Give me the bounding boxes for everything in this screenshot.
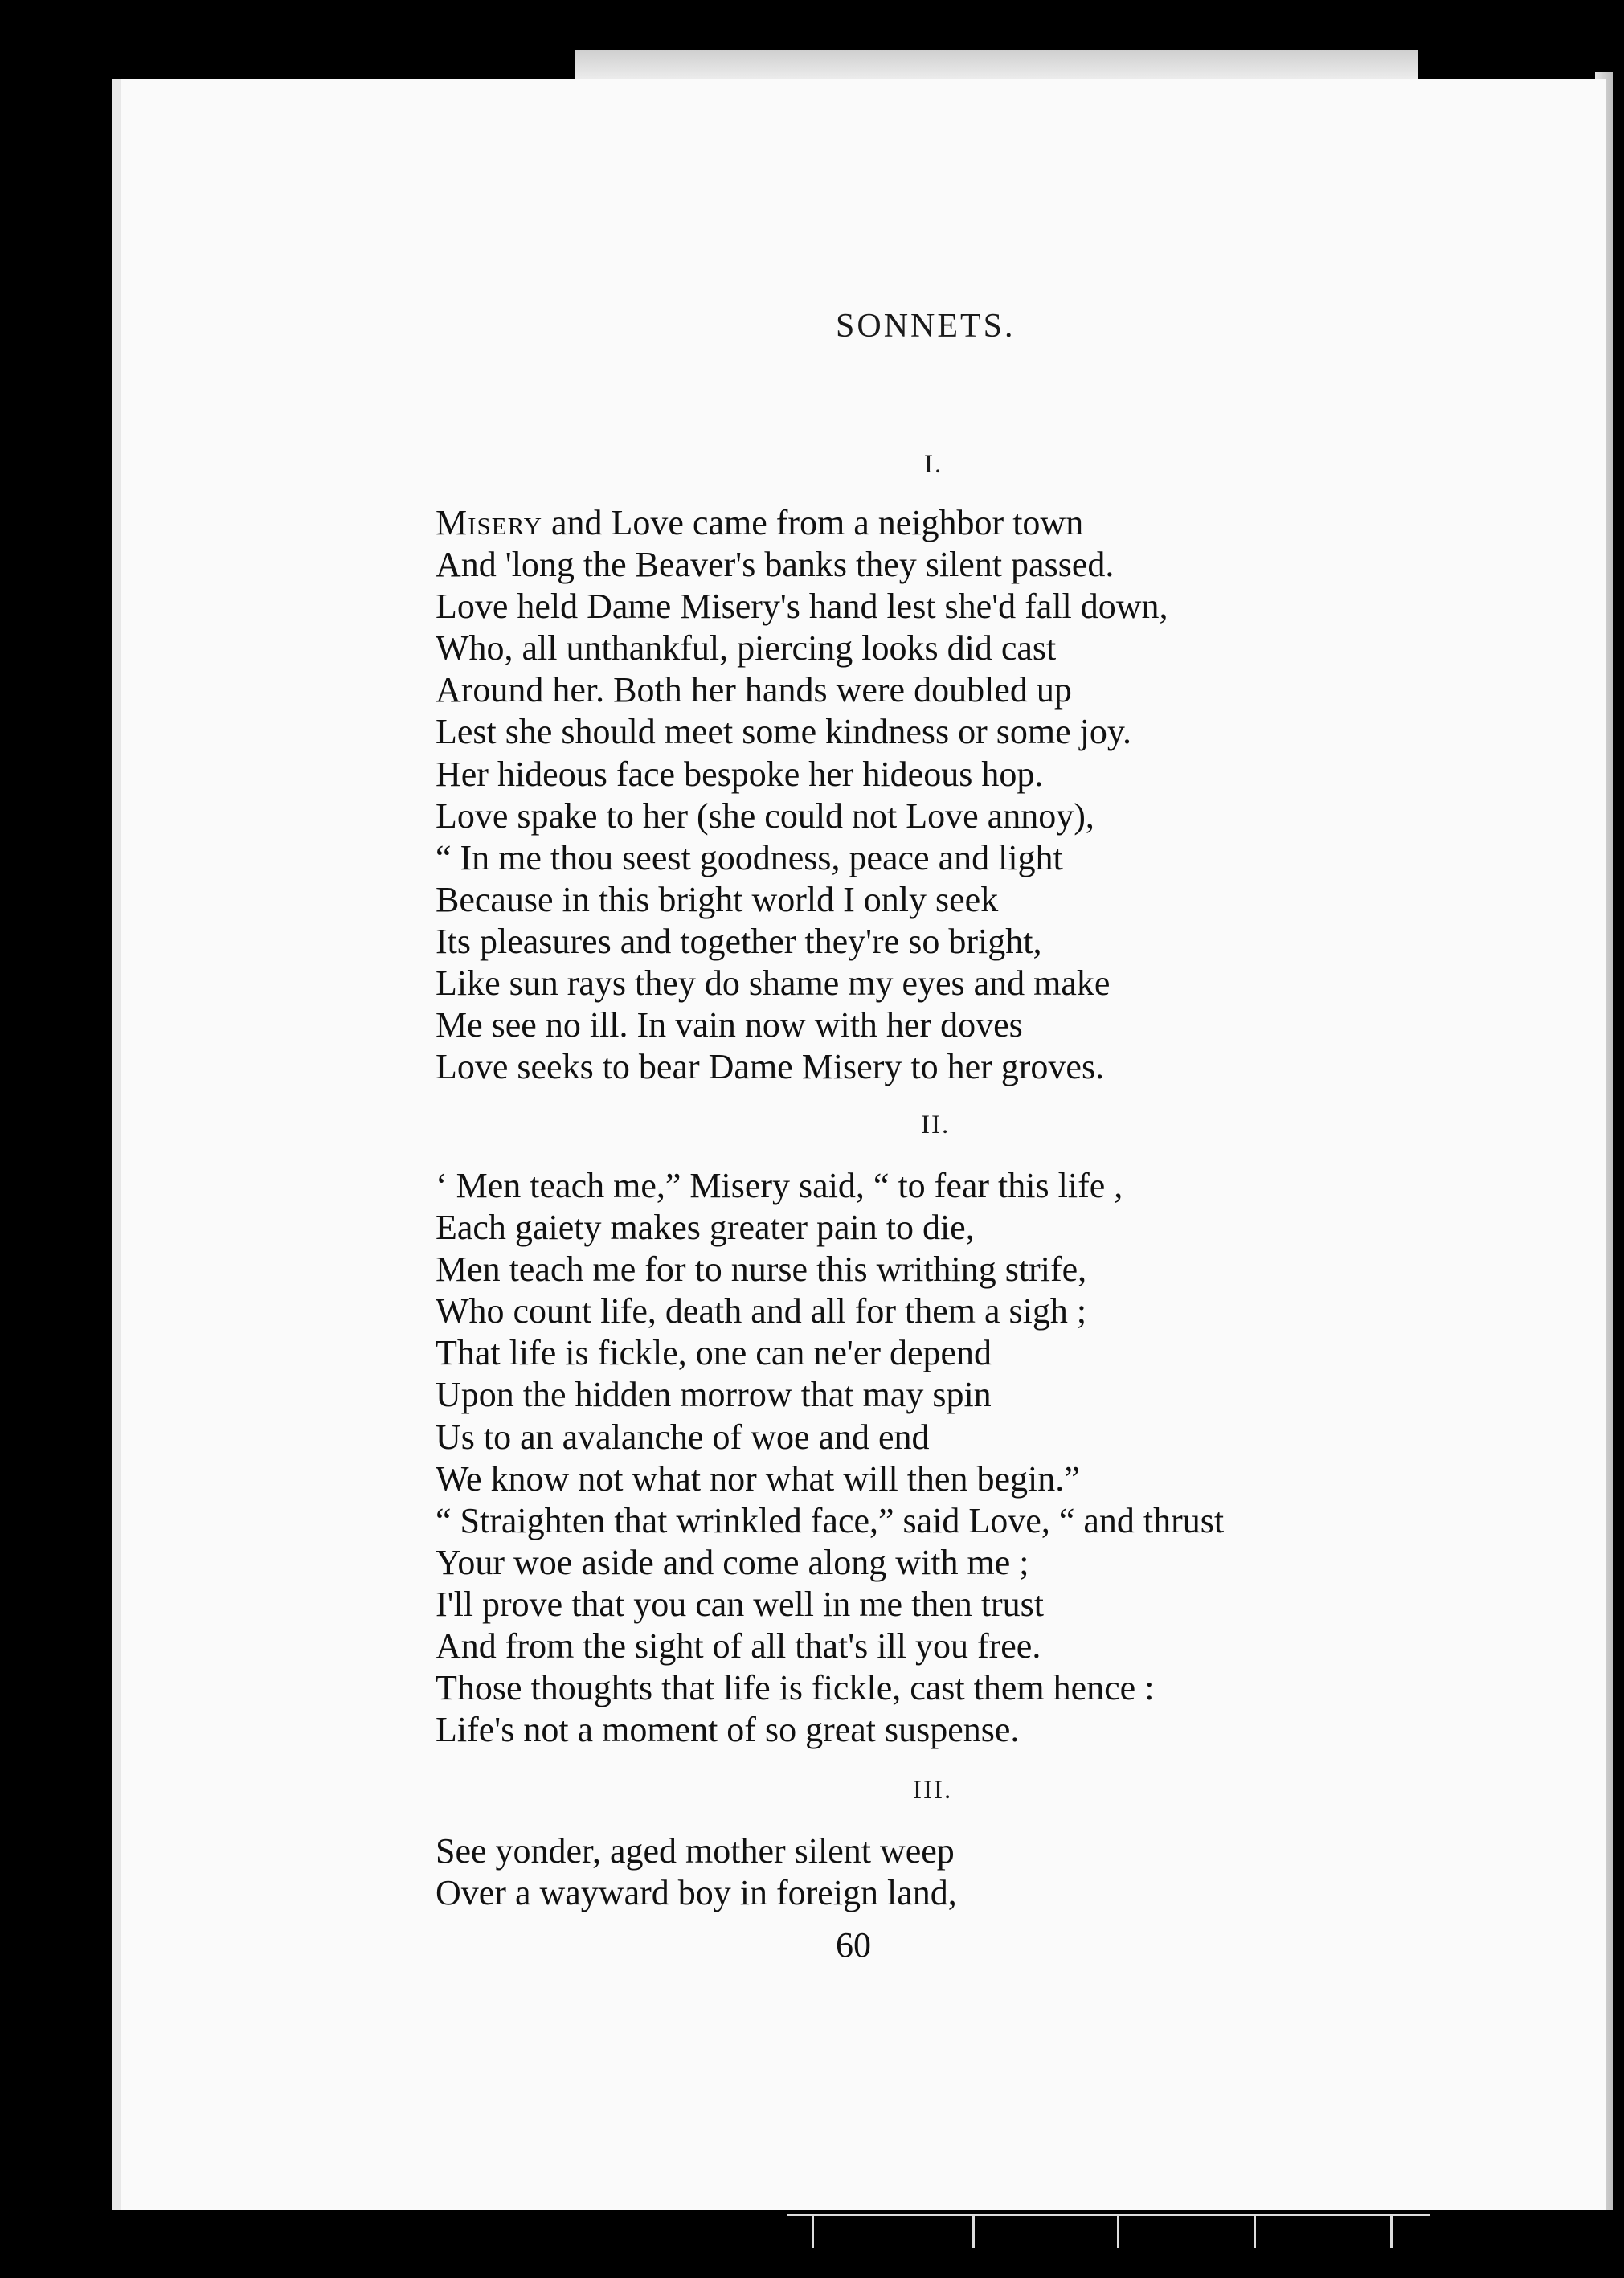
- sonnet-2-line-8: We know not what nor what will then begin.”: [436, 1458, 1080, 1499]
- sonnet-1-line-7: Her hideous face bespoke her hideous hop.: [436, 754, 1044, 794]
- sonnet-1-line-13: Me see no ill. In vain now with her doves: [436, 1005, 1023, 1045]
- sonnet-1-line-12: Like sun rays they do shame my eyes and make: [436, 963, 1111, 1004]
- sonnet-2-line-1: ‘ Men teach me,” Misery said, “ to fear this life ,: [436, 1166, 1123, 1205]
- sonnet-1-numeral: I.: [924, 450, 943, 479]
- sonnet-2-numeral: II.: [921, 1110, 951, 1139]
- sonnet-2-line-11: I'll prove that you can well in me then trust: [436, 1584, 1044, 1624]
- sonnet-1-line-3: Love held Dame Misery's hand lest she'd fall down,: [436, 587, 1168, 627]
- sonnet-1-first-line-rest: and Love came from a neighbor town: [542, 503, 1084, 542]
- sonnet-3-line-1: See yonder, aged mother silent weep: [436, 1831, 955, 1871]
- sonnet-2-line-6: Upon the hidden morrow that may spin: [436, 1375, 992, 1415]
- sonnet-3-lines: [436, 1830, 957, 1914]
- sonnet-2-line-13: Those thoughts that life is fickle, cast them hence :: [436, 1668, 1155, 1708]
- sonnet-2-line-2: Each gaiety makes greater pain to die,: [436, 1208, 975, 1248]
- sonnet-1-line-11: Its pleasures and together they're so bright,: [436, 921, 1042, 961]
- sonnet-1-line-2: And 'long the Beaver's banks they silent passed.: [436, 545, 1115, 585]
- sonnet-1-line-14: Love seeks to bear Dame Misery to her groves.: [436, 1047, 1105, 1087]
- sonnet-2-lines: [436, 1165, 1224, 1751]
- page-title: SONNETS.: [836, 308, 1016, 345]
- sonnet-3-line-2: Over a wayward boy in foreign land,: [436, 1873, 957, 1913]
- sonnet-2-line-3: Men teach me for to nurse this writhing strife,: [436, 1249, 1087, 1290]
- sonnet-2-line-7: Us to an avalanche of woe and end: [436, 1417, 930, 1457]
- sonnet-2-line-10: Your woe aside and come along with me ;: [436, 1542, 1029, 1582]
- sonnet-1-first-word: Misery: [436, 503, 542, 542]
- sonnet-1-line-4: Who, all unthankful, piercing looks did cast: [436, 628, 1057, 669]
- sonnet-2-line-5: That life is fickle, one can ne'er depend: [436, 1333, 992, 1373]
- sonnet-2-line-14: Life's not a moment of so great suspense.: [436, 1710, 1020, 1750]
- sonnet-2-line-12: And from the sight of all that's ill you free.: [436, 1626, 1041, 1667]
- sonnet-1-line-10: Because in this bright world I only seek: [436, 879, 999, 919]
- sonnet-3-numeral: III.: [913, 1776, 953, 1805]
- sonnet-1-lines: [436, 502, 1168, 1088]
- sonnet-1-line-6: Lest she should meet some kindness or some joy.: [436, 712, 1132, 752]
- sonnet-1-line-8: Love spake to her (she could not Love annoy),: [436, 795, 1094, 836]
- sonnet-2-line-4: Who count life, death and all for them a sigh ;: [436, 1291, 1087, 1331]
- page-number: 60: [836, 1925, 871, 1965]
- sonnet-1-line-5: Around her. Both her hands were doubled up: [436, 670, 1072, 710]
- bottom-page-edge: [787, 2214, 1430, 2248]
- sonnet-2-line-9: “ Straighten that wrinkled face,” said Love, “ and thrust: [436, 1500, 1225, 1540]
- sonnet-1-line-9: “ In me thou seest goodness, peace and light: [436, 837, 1063, 877]
- sonnet-1-line-1: [436, 502, 1168, 544]
